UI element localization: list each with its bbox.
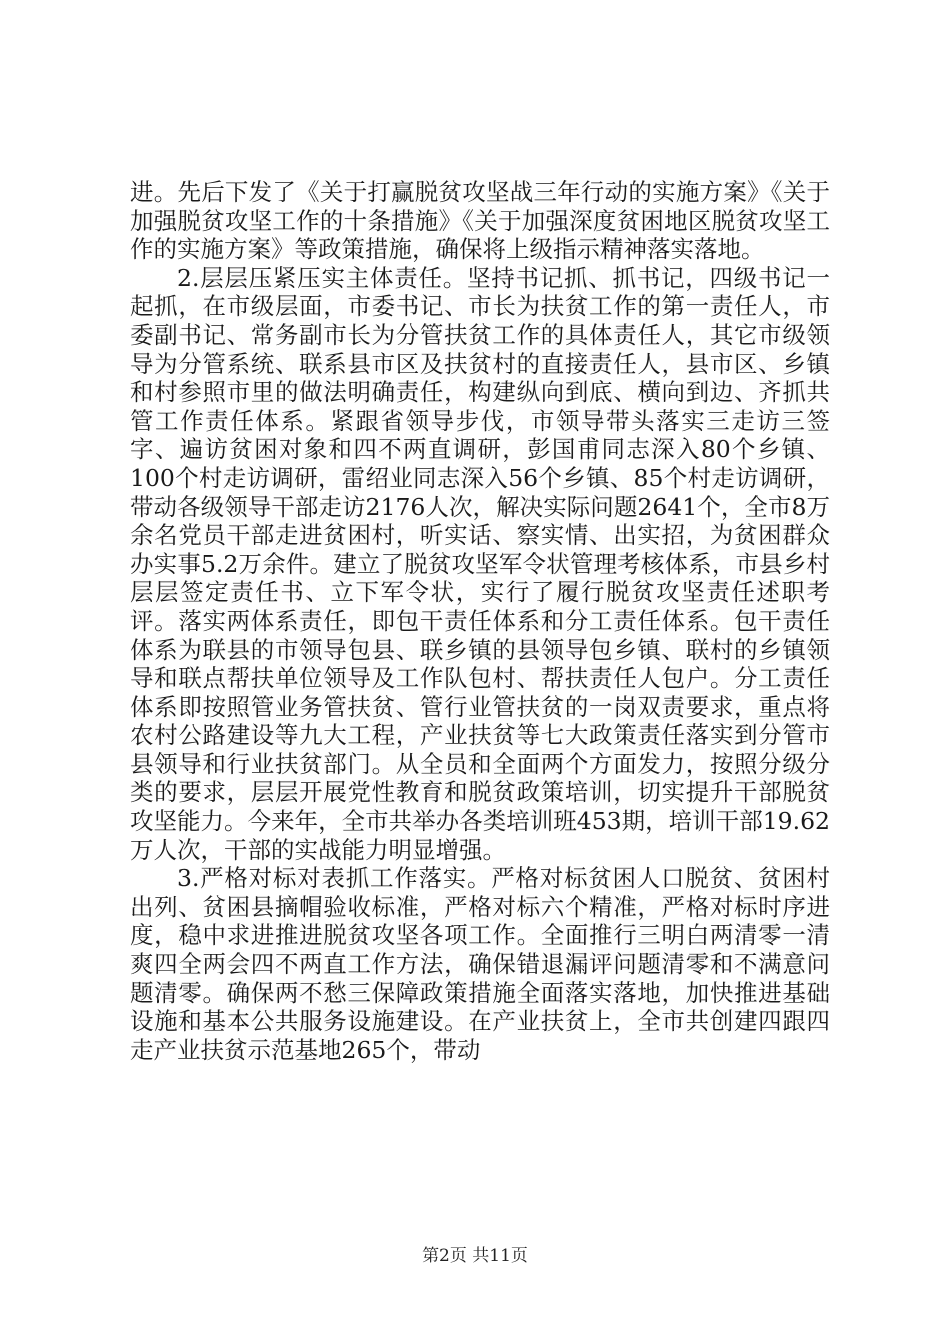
document-body bbox=[130, 178, 830, 1064]
paragraph-benchmark: 3.严格对标对表抓工作落实。严格对标贫困人口脱贫、贫困村出列、贫困县摘帽验收标准，严格对标六个精准，严格对标时序进度，稳中求进推进脱贫攻坚各项工作。全面推行三明白两清零一清爽四全两会四不两直工作方法，确保错退漏评问题清零和不满意问题清零。确保两不愁三保障政策措施全面落实落地，加快推进基础设施和基本公共服务设施建设。在产业扶贫上，全市共创建四跟四走产业扶贫示范基地265个，带动 bbox=[130, 864, 830, 1064]
paragraph-continuation: 进。先后下发了《关于打赢脱贫攻坚战三年行动的实施方案》《关于加强脱贫攻坚工作的十条措施》《关于加强深度贫困地区脱贫攻坚工作的实施方案》等政策措施，确保将上级指示精神落实落地。 bbox=[130, 178, 830, 264]
paragraph-responsibility: 2.层层压紧压实主体责任。坚持书记抓、抓书记，四级书记一起抓，在市级层面，市委书记、市长为扶贫工作的第一责任人，市委副书记、常务副市长为分管扶贫工作的具体责任人，其它市级领导为分管系统、联系县市区及扶贫村的直接责任人，县市区、乡镇和村参照市里的做法明确责任，构建纵向到底、横向到边、齐抓共管工作责任体系。紧跟省领导步伐，市领导带头落实三走访三签字、遍访贫困对象和四不两直调研，彭国甫同志深入80个乡镇、100个村走访调研，雷绍业同志深入56个乡镇、85个村走访调研，带动各级领导干部走访2176人次，解决实际问题2641个，全市8万余名党员干部走进贫困村，听实话、察实情、出实招，为贫困群众办实事5.2万余件。建立了脱贫攻坚军令状管理考核体系，市县乡村层层签定责任书、立下军令状，实行了履行脱贫攻坚责任述职考评。落实两体系责任，即包干责任体系和分工责任体系。包干责任体系为联县的市领导包县、联乡镇的县领导包乡镇、联村的乡镇领导和联点帮扶单位领导及工作队包村、帮扶责任人包户。分工责任体系即按照管业务管扶贫、管行业管扶贫的一岗双责要求，重点将农村公路建设等九大工程，产业扶贫等七大政策责任落实到分管市县领导和行业扶贫部门。从全员和全面两个方面发力，按照分级分类的要求，层层开展党性教育和脱贫政策培训，切实提升干部脱贫攻坚能力。今来年，全市共举办各类培训班453期，培训干部19.62万人次，干部的实战能力明显增强。 bbox=[130, 263, 830, 864]
page-footer: 第2页 共11页 bbox=[422, 1246, 528, 1266]
